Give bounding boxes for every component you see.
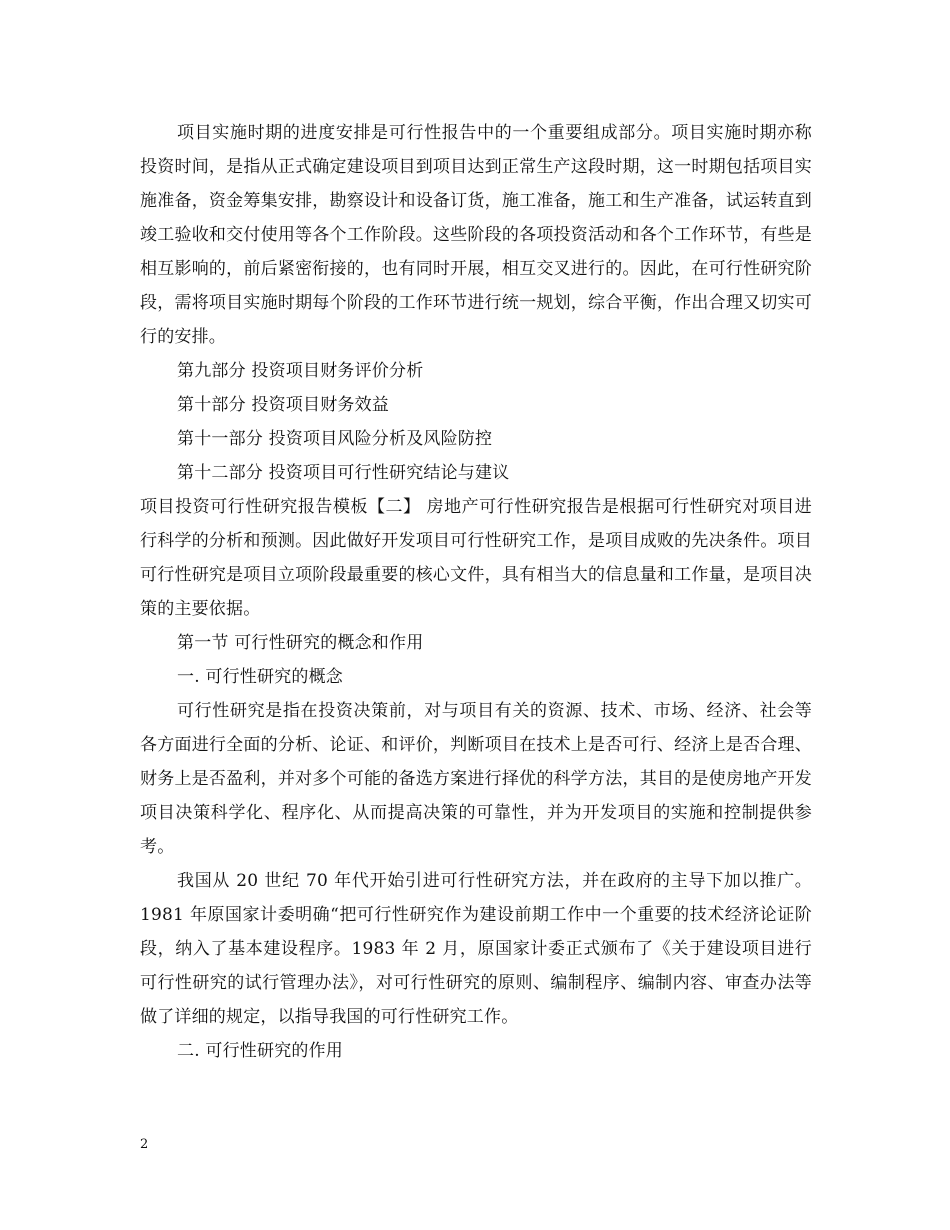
paragraph-implementation-schedule: 项目实施时期的进度安排是可行性报告中的一个重要组成部分。项目实施时期亦称投资时间，是指从正式确定建设项目到项目达到正常生产这段时期，这一时期包括项目实施准备，资金筹集安排，勘察设计和设备订货，施工准备，施工和生产准备，试运转直到竣工验收和交付使用等各个工作阶段。这些阶段的各项投资活动和各个工作环节，有些是相互影响的，前后紧密衔接的，也有同时开展，相互交叉进行的。因此，在可行性研究阶段，需将项目实施时期每个阶段的工作环节进行统一规划，综合平衡，作出合理又切实可行的安排。 xyxy=(140,123,812,347)
paragraph-template-two-intro: 项目投资可行性研究报告模板【二】 房地产可行性研究报告是根据可行性研究对项目进行科学的分析和预测。因此做好开发项目可行性研究工作，是项目成败的先决条件。项目可行性研究是项目立项阶段最重要的核心文件，具有相当大的信息量和工作量，是项目决策的主要依据。 xyxy=(140,497,812,619)
heading-section-one: 第一节 可行性研究的概念和作用 xyxy=(177,633,424,653)
heading-concept: 一. 可行性研究的概念 xyxy=(177,667,344,687)
paragraph-history: 我国从 20 世纪 70 年代开始引进可行性研究方法，并在政府的主导下加以推广。1981 年原国家计委明确“把可行性研究作为建设前期工作中一个重要的技术经济论证阶段，纳入了基本建设程序。1983 年 2 月，原国家计委正式颁布了《关于建设项目进行可行性研究的试行管理办法》，对可行性研究的原则、编制程序、编制内容、审查办法等做了详细的规定，以指导我国的可行性研究工作。 xyxy=(140,871,812,1027)
heading-part-ten: 第十部分 投资项目财务效益 xyxy=(177,395,390,415)
page-number: 2 xyxy=(140,1137,149,1152)
document-page xyxy=(140,116,812,1068)
heading-role: 二. 可行性研究的作用 xyxy=(177,1041,344,1061)
heading-part-twelve: 第十二部分 投资项目可行性研究结论与建议 xyxy=(177,463,510,483)
paragraph-concept-definition: 可行性研究是指在投资决策前，对与项目有关的资源、技术、市场、经济、社会等各方面进行全面的分析、论证、和评价，判断项目在技术上是否可行、经济上是否合理、财务上是否盈利，并对多个可能的备选方案进行择优的科学方法，其目的是使房地产开发项目决策科学化、程序化、从而提高决策的可靠性，并为开发项目的实施和控制提供参考。 xyxy=(140,701,812,857)
heading-part-eleven: 第十一部分 投资项目风险分析及风险防控 xyxy=(177,429,493,449)
heading-part-nine: 第九部分 投资项目财务评价分析 xyxy=(177,361,424,381)
